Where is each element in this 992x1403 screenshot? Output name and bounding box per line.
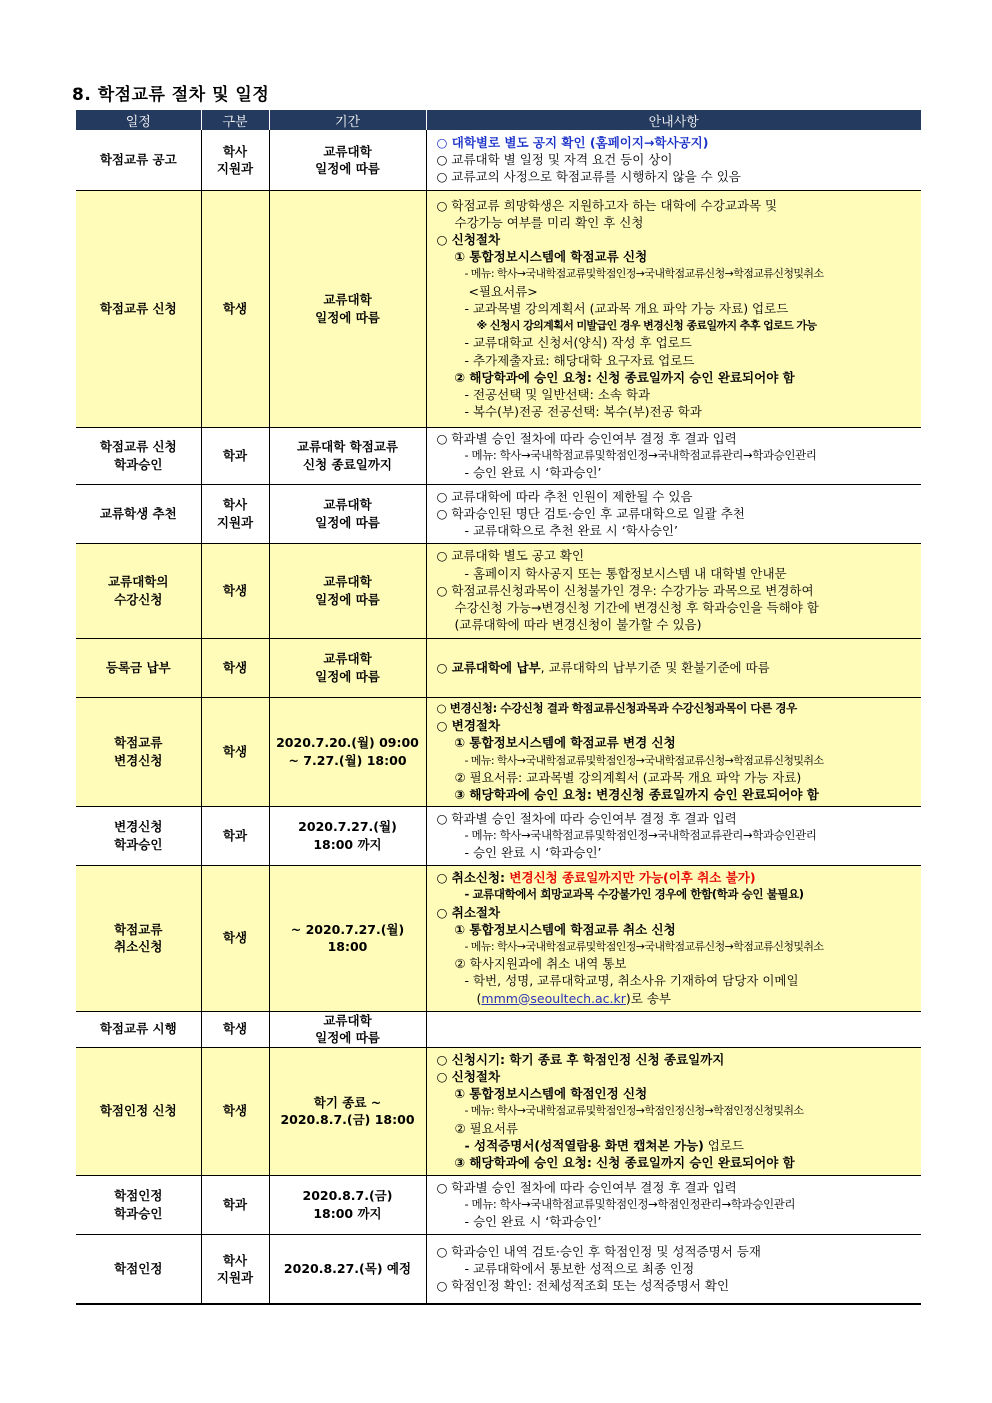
table-row (76, 638, 921, 697)
schedule-cell: 학점교류 시행 (76, 1011, 201, 1047)
category-cell: 학사 지원과 (201, 1234, 269, 1304)
schedule-cell: 학점교류 변경신청 (76, 697, 201, 806)
guide-cell: ○ 학과승인 내역 검토·승인 후 학점인정 및 성적증명서 등재 - 교류대학에서 통보한 성적으로 최종 인정 ○ 학점인정 확인: 전체성적조회 또는 성적증명서 확인 (426, 1234, 921, 1304)
category-cell: 학과 (201, 806, 269, 865)
guide-cell: ○ 학과별 승인 절차에 따라 승인여부 결정 후 결과 입력 - 메뉴: 학사→국내학점교류및학점인정→학점인정관리→학과승인관리 - 승인 완료 시 ‘학과승인’ (426, 1175, 921, 1234)
table-row (76, 543, 921, 638)
guide-cell: ○ 학과별 승인 절차에 따라 승인여부 결정 후 결과 입력 - 메뉴: 학사→국내학점교류및학점인정→국내학점교류관리→학과승인관리 - 승인 완료 시 ‘학과승인’ (426, 427, 921, 484)
header-guide: 안내사항 (426, 110, 921, 130)
table-row (76, 1047, 921, 1175)
period-cell: 2020.8.27.(목) 예정 (269, 1234, 426, 1304)
table-row (76, 130, 921, 190)
category-cell: 학과 (201, 427, 269, 484)
table-header-row (76, 110, 921, 130)
period-cell: ~ 2020.7.27.(월) 18:00 (269, 865, 426, 1011)
schedule-cell: 학점인정 신청 (76, 1047, 201, 1175)
category-cell: 학사 지원과 (201, 484, 269, 543)
category-cell: 학생 (201, 865, 269, 1011)
category-cell: 학생 (201, 1047, 269, 1175)
guide-cell: ○ 취소신청: 변경신청 종료일까지만 가능(이후 취소 불가) - 교류대학에서 희망교과목 수강불가인 경우에 한함(학과 승인 불필요) ○ 취소절차 ① 통합정보시스템에 학점교류 취소 신청 - 메뉴: 학사→국내학점교류및학점인정→국내학점교류신청→학점교류신청및취소 ② 학사지원과에 취소 내역 통보 - 학번, 성명, 교류대학교명, 취소사유 기재하여 담당자 이메일 (mmm@seoultech.ac.kr)로 송부 (426, 865, 921, 1011)
schedule-cell: 학점교류 공고 (76, 130, 201, 190)
guide-cell (426, 1011, 921, 1047)
table-row (76, 190, 921, 427)
table-row (76, 697, 921, 806)
guide-cell: ○ 학과별 승인 절차에 따라 승인여부 결정 후 결과 입력 - 메뉴: 학사→국내학점교류및학점인정→국내학점교류관리→학과승인관리 - 승인 완료 시 ‘학과승인’ (426, 806, 921, 865)
guide-cell: ○ 교류대학에 따라 추천 인원이 제한될 수 있음 ○ 학과승인된 명단 검토·승인 후 교류대학으로 일괄 추천 - 교류대학으로 추천 완료 시 ‘학사승인’ (426, 484, 921, 543)
schedule-cell: 학점교류 신청 학과승인 (76, 427, 201, 484)
table-row (76, 1175, 921, 1234)
category-cell: 학생 (201, 543, 269, 638)
period-cell: 교류대학 일정에 따름 (269, 638, 426, 697)
table-row (76, 806, 921, 865)
period-cell: 교류대학 일정에 따름 (269, 190, 426, 427)
header-category: 구분 (201, 110, 269, 130)
guide-cell: ○ 변경신청: 수강신청 결과 학점교류신청과목과 수강신청과목이 다른 경우 ○ 변경절차 ① 통합정보시스템에 학점교류 변경 신청 - 메뉴: 학사→국내학점교류및학점인정→국내학점교류신청→학점교류신청및취소 ② 필요서류: 교과목별 강의계획서 (교과목 개요 파악 가능 자료) ③ 해당학과에 승인 요청: 변경신청 종료일까지 승인 완료되어야 함 (426, 697, 921, 806)
schedule-cell: 학점교류 취소신청 (76, 865, 201, 1011)
header-schedule: 일정 (76, 110, 201, 130)
category-cell: 학생 (201, 638, 269, 697)
period-cell: 교류대학 일정에 따름 (269, 130, 426, 190)
guide-cell: ○ 교류대학에 납부, 교류대학의 납부기준 및 환불기준에 따름 (426, 638, 921, 697)
period-cell: 학기 종료 ~ 2020.8.7.(금) 18:00 (269, 1047, 426, 1175)
guide-cell: ○ 신청시기: 학기 종료 후 학점인정 신청 종료일까지 ○ 신청절차 ① 통합정보시스템에 학점인정 신청 - 메뉴: 학사→국내학점교류및학점인정→학점인정신청→학점인정신청및취소 ② 필요서류 - 성적증명서(성적열람용 화면 캡쳐본 가능) 업로드 ③ 해당학과에 승인 요청: 신청 종료일까지 승인 완료되어야 함 (426, 1047, 921, 1175)
table-row (76, 484, 921, 543)
guide-cell: ○ 학점교류 희망학생은 지원하고자 하는 대학에 수강교과목 및 수강가능 여부를 미리 확인 후 신청 ○ 신청절차 ① 통합정보시스템에 학점교류 신청 - 메뉴: 학사→국내학점교류및학점인정→국내학점교류신청→학점교류신청및취소 <필요서류> - 교과목별 강의계획서 (교과목 개요 파악 가능 자료) 업로드 ※ 신청시 강의계획서 미발급인 경우 변경신청 종료일까지 추후 업로드 가능 - 교류대학교 신청서(양식) 작성 후 업로드 - 추가제출자료: 해당대학 요구자료 업로드 ② 해당학과에 승인 요청: 신청 종료일까지 승인 완료되어야 함 - 전공선택 및 일반선택: 소속 학과 - 복수(부)전공 전공선택: 복수(부)전공 학과 (426, 190, 921, 427)
table-row (76, 1234, 921, 1304)
guide-cell: ○ 교류대학 별도 공고 확인 - 홈페이지 학사공지 또는 통합정보시스템 내 대학별 안내문 ○ 학점교류신청과목이 신청불가인 경우: 수강가능 과목으로 변경하여 수강신청 가능→변경신청 기간에 변경신청 후 학과승인을 득해야 함 (교류대학에 따라 변경신청이 불가할 수 있음) (426, 543, 921, 638)
schedule-cell: 학점인정 (76, 1234, 201, 1304)
table-row (76, 865, 921, 1011)
schedule-cell: 등록금 납부 (76, 638, 201, 697)
table-row (76, 427, 921, 484)
schedule-cell: 변경신청 학과승인 (76, 806, 201, 865)
period-cell: 교류대학 일정에 따름 (269, 1011, 426, 1047)
period-cell: 2020.7.27.(월) 18:00 까지 (269, 806, 426, 865)
table-row (76, 1011, 921, 1047)
period-cell: 교류대학 일정에 따름 (269, 484, 426, 543)
period-cell: 2020.7.20.(월) 09:00 ~ 7.27.(월) 18:00 (269, 697, 426, 806)
schedule-cell: 학점인정 학과승인 (76, 1175, 201, 1234)
category-cell: 학생 (201, 190, 269, 427)
category-cell: 학과 (201, 1175, 269, 1234)
schedule-cell: 교류학생 추천 (76, 484, 201, 543)
period-cell: 2020.8.7.(금) 18:00 까지 (269, 1175, 426, 1234)
category-cell: 학생 (201, 1011, 269, 1047)
schedule-cell: 교류대학의 수강신청 (76, 543, 201, 638)
period-cell: 교류대학 일정에 따름 (269, 543, 426, 638)
schedule-table (76, 110, 921, 1305)
guide-cell: ○ 대학별로 별도 공지 확인 (홈페이지→학사공지) ○ 교류대학 별 일정 및 자격 요건 등이 상이 ○ 교류교의 사정으로 학점교류를 시행하지 않을 수 있음 (426, 130, 921, 190)
category-cell: 학사 지원과 (201, 130, 269, 190)
email-link[interactable]: mmm@seoultech.ac.kr (481, 990, 626, 1006)
schedule-cell: 학점교류 신청 (76, 190, 201, 427)
category-cell: 학생 (201, 697, 269, 806)
header-period: 기간 (269, 110, 426, 130)
section-title: 8. 학점교류 절차 및 일정 (72, 85, 270, 105)
period-cell: 교류대학 학점교류 신청 종료일까지 (269, 427, 426, 484)
